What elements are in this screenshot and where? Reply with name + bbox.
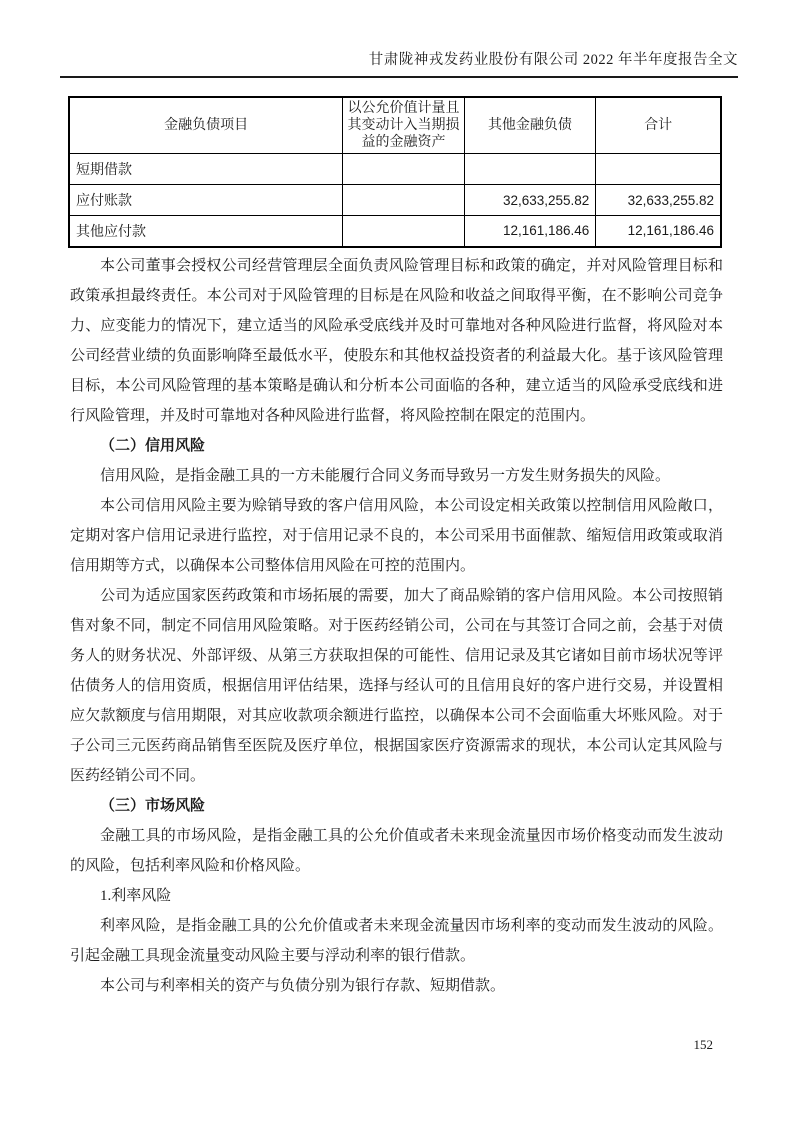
- cell-total: 32,633,255.82: [596, 185, 721, 216]
- cell-fvtpl: [343, 185, 464, 216]
- column-header-item: 金融负债项目: [69, 97, 343, 154]
- page-number: 152: [693, 1037, 713, 1052]
- cell-other: 12,161,186.46: [464, 216, 596, 247]
- cell-fvtpl: [343, 154, 464, 185]
- table-row: [69, 185, 721, 216]
- subheading-interest-rate-risk: 1.利率风险: [100, 888, 172, 904]
- heading-market-risk: （三）市场风险: [100, 798, 206, 814]
- cell-total: 12,161,186.46: [596, 216, 721, 247]
- cell-other: 32,633,255.82: [464, 185, 596, 216]
- paragraph-credit-risk-policy: 本公司信用风险主要为赊销导致的客户信用风险，本公司设定相关政策以控制信用风险敞口，定期对客户信用记录进行监控，对于信用记录不良的，本公司采用书面催款、缩短信用政策或取消信用期等方式，以确保本公司整体信用风险在可控的范围内。: [70, 498, 723, 574]
- paragraph-interest-rate-assets: 本公司与利率相关的资产与负债分别为银行存款、短期借款。: [100, 978, 506, 994]
- cell-other: [464, 154, 596, 185]
- cell-total: [596, 154, 721, 185]
- row-label: 其他应付款: [69, 216, 343, 247]
- financial-liabilities-table: [68, 96, 722, 248]
- paragraph-credit-risk-strategy: 公司为适应国家医药政策和市场拓展的需要，加大了商品赊销的客户信用风险。本公司按照销售对象不同，制定不同信用风险策略。对于医药经销公司，公司在与其签订合同之前，会基于对债务人的财务状况、外部评级、从第三方获取担保的可能性、信用记录及其它诸如目前市场状况等评估债务人的信用资质，根据信用评估结果，选择与经认可的且信用良好的客户进行交易，并设置相应欠款额度与信用期限，对其应收款项余额进行监控，以确保本公司不会面临重大坏账风险。对于子公司三元医药商品销售至医院及医疗单位，根据国家医疗资源需求的现状，本公司认定其风险与医药经销公司不同。: [70, 588, 723, 784]
- paragraph-risk-management: 本公司董事会授权公司经营管理层全面负责风险管理目标和政策的确定，并对风险管理目标和政策承担最终责任。本公司对于风险管理的目标是在风险和收益之间取得平衡，在不影响公司竞争力、应变能力的情况下，建立适当的风险承受底线并及时可靠地对各种风险进行监督，将风险对本公司经营业绩的负面影响降至最低水平，使股东和其他权益投资者的利益最大化。基于该风险管理目标，本公司风险管理的基本策略是确认和分析本公司面临的各种，建立适当的风险承受底线和进行风险管理，并及时可靠地对各种风险进行监督，将风险控制在限定的范围内。: [70, 258, 723, 424]
- paragraph-credit-risk-definition: 信用风险，是指金融工具的一方未能履行合同义务而导致另一方发生财务损失的风险。: [100, 468, 671, 484]
- paragraph-market-risk-definition: 金融工具的市场风险，是指金融工具的公允价值或者未来现金流量因市场价格变动而发生波动的风险，包括利率风险和价格风险。: [70, 828, 723, 874]
- paragraph-interest-rate-risk: 利率风险，是指金融工具的公允价值或者未来现金流量因市场利率的变动而发生波动的风险。引起金融工具现金流量变动风险主要与浮动利率的银行借款。: [70, 918, 723, 964]
- table-header-row: [69, 97, 721, 154]
- row-label: 短期借款: [69, 154, 343, 185]
- running-header: 甘肃陇神戎发药业股份有限公司 2022 年半年度报告全文: [60, 48, 738, 78]
- table-row: [69, 216, 721, 247]
- column-header-fvtpl: 以公允价值计量且其变动计入当期损益的金融资产: [343, 97, 464, 154]
- cell-fvtpl: [343, 216, 464, 247]
- row-label: 应付账款: [69, 185, 343, 216]
- column-header-other: 其他金融负债: [464, 97, 596, 154]
- column-header-total: 合计: [596, 97, 721, 154]
- table-row: [69, 154, 721, 185]
- body-text: [70, 251, 723, 1001]
- heading-credit-risk: （二）信用风险: [100, 438, 206, 454]
